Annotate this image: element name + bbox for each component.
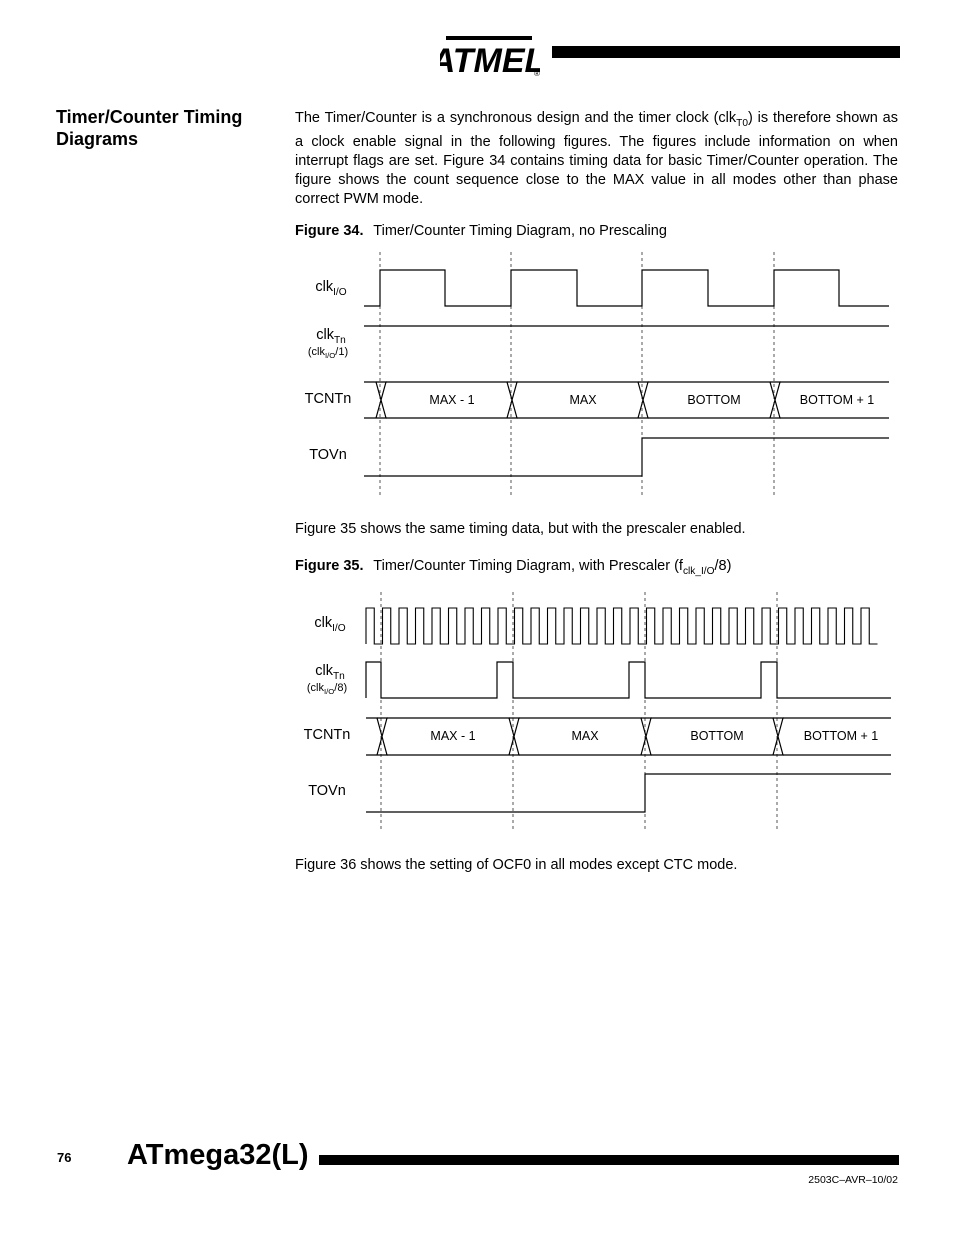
figure-35-timing-diagram [0, 590, 954, 835]
document-code: 2503C–AVR–10/02 [808, 1174, 898, 1186]
tcnt-value: BOTTOM + 1 [803, 729, 879, 743]
tcnt-label: TCNTn [303, 727, 351, 743]
figure-35-intro-paragraph: Figure 35 shows the same timing data, but with the prescaler enabled. [295, 521, 746, 537]
page-number: 76 [57, 1150, 72, 1165]
atmel-logo [440, 28, 540, 78]
clktn-label: clk$_{Tn}$ [316, 327, 346, 346]
clktn-prescale-note: (clk$_{I/O}$/1) [307, 346, 349, 361]
tcnt-value: MAX [569, 393, 597, 407]
tcnt-value: MAX [571, 729, 599, 743]
device-title: ATmega32(L) [127, 1139, 309, 1171]
footer-rule [319, 1155, 899, 1165]
tcnt-value: MAX - 1 [429, 393, 475, 407]
clktn-prescale-note: (clk$_{I/O}$/8) [306, 682, 348, 697]
figure-34-timing-diagram [0, 250, 954, 500]
tcnt-value: MAX - 1 [430, 729, 476, 743]
intro-paragraph: The Timer/Counter is a synchronous design and the timer clock (clk$_{T0}$) is therefore shown as a clock enable signal in the following figures. The figures include information on when interrupt flags are set. Figure 34 contains timing data for basic Timer/Counter operation. The figure shows the count sequence close to the MAX value in all modes other than phase correct PWM mode. [295, 110, 898, 207]
registered-mark: ® [534, 69, 540, 78]
section-heading: Timer/Counter Timing Diagrams [56, 107, 243, 149]
figure-36-intro-paragraph: Figure 36 shows the setting of OCF0 in all modes except CTC mode. [295, 857, 738, 873]
clkio-label: clk$_{I/O}$ [314, 615, 346, 634]
clkio-label: clk$_{I/O}$ [315, 279, 347, 298]
tov-label: TOVn [309, 447, 347, 463]
tcnt-value: BOTTOM [690, 729, 744, 743]
figure-34-caption: Figure 34. Timer/Counter Timing Diagram, no Prescaling [295, 223, 667, 239]
tcnt-label: TCNTn [304, 391, 352, 407]
clktn-label: clk$_{Tn}$ [315, 663, 345, 682]
logo-wordmark: TMEL [452, 42, 540, 78]
header-rule [552, 46, 900, 58]
tov-label: TOVn [308, 783, 346, 799]
tcnt-value: BOTTOM [687, 393, 741, 407]
figure-35-caption: Figure 35. Timer/Counter Timing Diagram, with Prescaler $(f_{clk\_I/O}/8)$ [295, 558, 732, 577]
tcnt-value: BOTTOM + 1 [799, 393, 875, 407]
